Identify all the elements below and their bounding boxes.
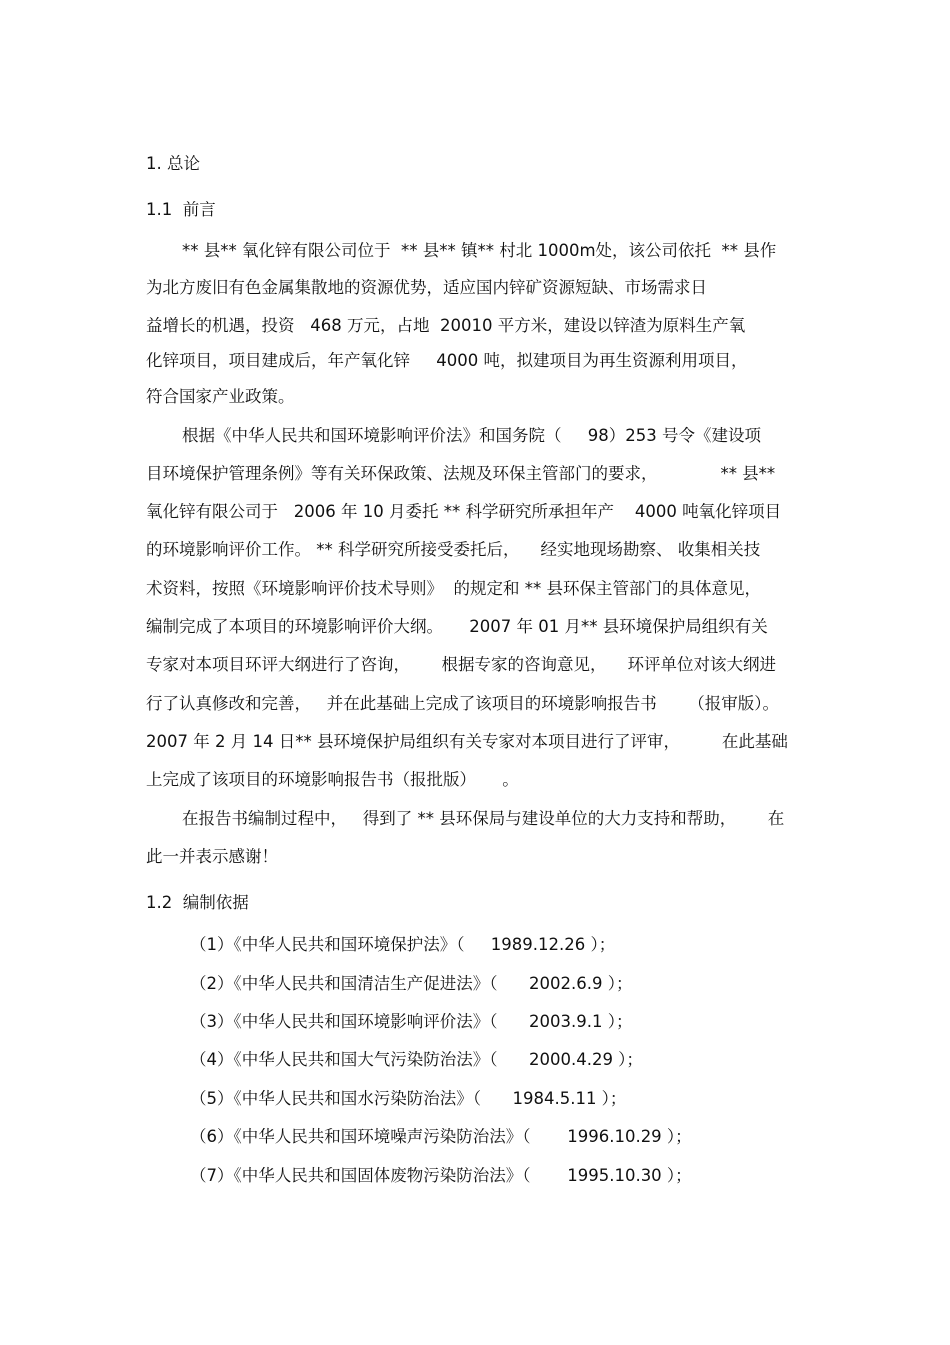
list-item: （1）《中华人民共和国环境保护法》（ 1989.12.26 ）；: [190, 935, 616, 954]
paragraph-line: 氧化锌有限公司于 2006 年 10 月委托 ** 科学研究所承担年产 4000 吨氧化锌项目: [146, 502, 782, 521]
paragraph-line: 根据《中华人民共和国环境影响评价法》和国务院（ 98）253 号令《建设项: [182, 426, 761, 445]
paragraph-line: 行了认真修改和完善， 并在此基础上完成了该项目的环境影响报告书 （报审版）。: [146, 694, 779, 713]
paragraph-line: 此一并表示感谢！: [146, 847, 278, 866]
list-item: （7）《中华人民共和国固体废物污染防治法》（ 1995.10.30 ）；: [190, 1166, 692, 1185]
paragraph-line: 在报告书编制过程中， 得到了 ** 县环保局与建设单位的大力支持和帮助， 在: [182, 809, 785, 828]
paragraph-line: 益增长的机遇，投资 468 万元，占地 20010 平方米，建设以锌渣为原料生产氧: [146, 316, 746, 335]
paragraph-line: 编制完成了本项目的环境影响评价大纲。 2007 年 01 月** 县环境保护局组织有关: [146, 617, 768, 636]
paragraph-line: 2007 年 2 月 14 日** 县环境保护局组织有关专家对本项目进行了评审， 在此基础: [146, 732, 788, 751]
list-item: （4）《中华人民共和国大气污染防治法》（ 2000.4.29 ）；: [190, 1050, 643, 1069]
paragraph-line: 符合国家产业政策。: [146, 387, 295, 406]
section-heading-1-1: 1.1 前言: [146, 200, 216, 219]
paragraph-line: 专家对本项目环评大纲进行了咨询， 根据专家的咨询意见， 环评单位对该大纲进: [146, 655, 776, 674]
paragraph-line: 化锌项目，项目建成后，年产氧化锌 4000 吨，拟建项目为再生资源利用项目，: [146, 351, 748, 370]
paragraph-line: 目环境保护管理条例》等有关环保政策、法规及环保主管部门的要求， ** 县**: [146, 464, 776, 483]
paragraph-line: 为北方废旧有色金属集散地的资源优势，适应国内锌矿资源短缺、市场需求日: [146, 278, 707, 297]
list-item: （3）《中华人民共和国环境影响评价法》（ 2003.9.1 ）；: [190, 1012, 633, 1031]
list-item: （6）《中华人民共和国环境噪声污染防治法》（ 1996.10.29 ）；: [190, 1127, 692, 1146]
section-heading-1-2: 1.2 编制依据: [146, 893, 249, 912]
section-heading-1: 1. 总论: [146, 154, 200, 173]
paragraph-line: 上完成了该项目的环境影响报告书（报批版） 。: [146, 770, 519, 789]
paragraph-line: 术资料，按照《环境影响评价技术导则》 的规定和 ** 县环保主管部门的具体意见，: [146, 579, 761, 598]
list-item: （5）《中华人民共和国水污染防治法》（ 1984.5.11 ）；: [190, 1089, 627, 1108]
paragraph-line: 的环境影响评价工作。 ** 科学研究所接受委托后， 经实地现场勘察、 收集相关技: [146, 540, 761, 559]
list-item: （2）《中华人民共和国清洁生产促进法》（ 2002.6.9 ）；: [190, 974, 633, 993]
paragraph-line: ** 县** 氧化锌有限公司位于 ** 县** 镇** 村北 1000m处，该公司依托 ** 县作: [182, 241, 777, 260]
